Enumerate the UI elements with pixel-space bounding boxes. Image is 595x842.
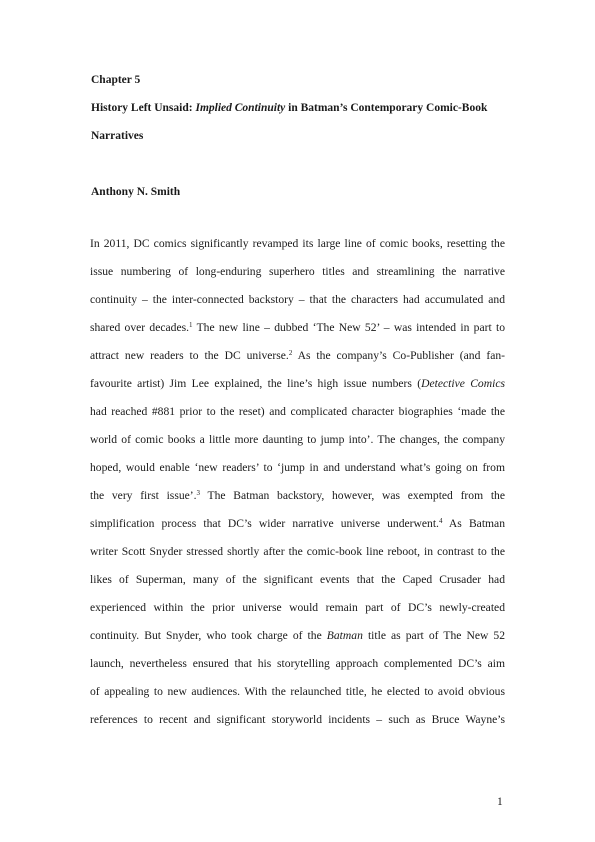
body-line-10-a: the very first issue’. <box>90 489 197 502</box>
body-line-3: continuity – the inter-connected backstory – that the characters had accumulated and <box>90 293 505 306</box>
body-line-10-b: The Batman backstory, however, was exempted from the <box>200 489 505 502</box>
chapter-title-part1: History Left Unsaid: <box>91 102 196 114</box>
body-line-6-italic: Detective Comics <box>421 377 505 390</box>
chapter-title <box>91 101 487 115</box>
body-line-15-b: title as part of The New 52 <box>362 629 505 642</box>
body-line-17: of appealing to new audiences. With the relaunched title, he elected to avoid obvious <box>90 685 505 698</box>
chapter-label: Chapter 5 <box>91 74 141 86</box>
body-line-12: writer Scott Snyder stressed shortly after the comic-book line reboot, in contrast to the <box>90 545 505 558</box>
chapter-title-italic: Implied Continuity <box>195 102 286 114</box>
body-line-6 <box>90 377 505 391</box>
body-line-6-a: favourite artist) Jim Lee explained, the line’s high issue numbers ( <box>90 377 422 390</box>
body-line-4-b: The new line – dubbed ‘The New 52’ – was intended in part to <box>192 321 505 334</box>
body-line-4 <box>90 321 505 335</box>
body-line-5-a: attract new readers to the DC universe. <box>90 349 289 362</box>
body-line-16: launch, nevertheless ensured that his storytelling approach complemented DC’s aim <box>90 657 505 670</box>
body-line-4-a: shared over decades. <box>90 321 189 334</box>
body-line-15-italic: Batman <box>326 629 363 642</box>
body-line-5 <box>90 349 505 363</box>
body-line-7: had reached #881 prior to the reset) and complicated character biographies ‘made the <box>90 405 505 418</box>
body-line-15 <box>90 629 505 643</box>
footnote-ref-2[interactable]: 2 <box>288 349 293 357</box>
body-line-13: likes of Superman, many of the significant events that the Caped Crusader had <box>90 573 505 586</box>
body-line-11 <box>90 517 505 531</box>
body-line-14: experienced within the prior universe would remain part of DC’s newly-created <box>90 601 505 614</box>
page-number: 1 <box>497 796 503 808</box>
body-line-18: references to recent and significant storyworld incidents – such as Bruce Wayne’s <box>90 713 505 726</box>
body-line-10 <box>90 489 505 503</box>
footnote-ref-4[interactable]: 4 <box>438 517 443 525</box>
body-line-2: issue numbering of long-enduring superhero titles and streamlining the narrative <box>90 265 505 278</box>
body-line-15-a: continuity. But Snyder, who took charge of the <box>90 629 327 642</box>
footnote-ref-3[interactable]: 3 <box>196 489 201 497</box>
body-line-5-b: As the company’s Co-Publisher (and fan- <box>292 349 505 362</box>
chapter-title-part2: in Batman’s Contemporary Comic-Book <box>285 102 488 114</box>
body-line-8: world of comic books a little more daunting to jump into’. The changes, the company <box>90 433 505 446</box>
chapter-title-line2: Narratives <box>91 130 144 142</box>
body-line-11-b: As Batman <box>442 517 505 530</box>
author-name: Anthony N. Smith <box>91 186 181 198</box>
body-line-9: hoped, would enable ‘new readers’ to ‘jump in and understand what’s going on from <box>90 461 505 474</box>
body-line-11-a: simplification process that DC’s wider narrative universe underwent. <box>90 517 439 530</box>
body-line-1: In 2011, DC comics significantly revamped its large line of comic books, resetting the <box>90 237 505 250</box>
footnote-ref-1[interactable]: 1 <box>189 321 193 329</box>
